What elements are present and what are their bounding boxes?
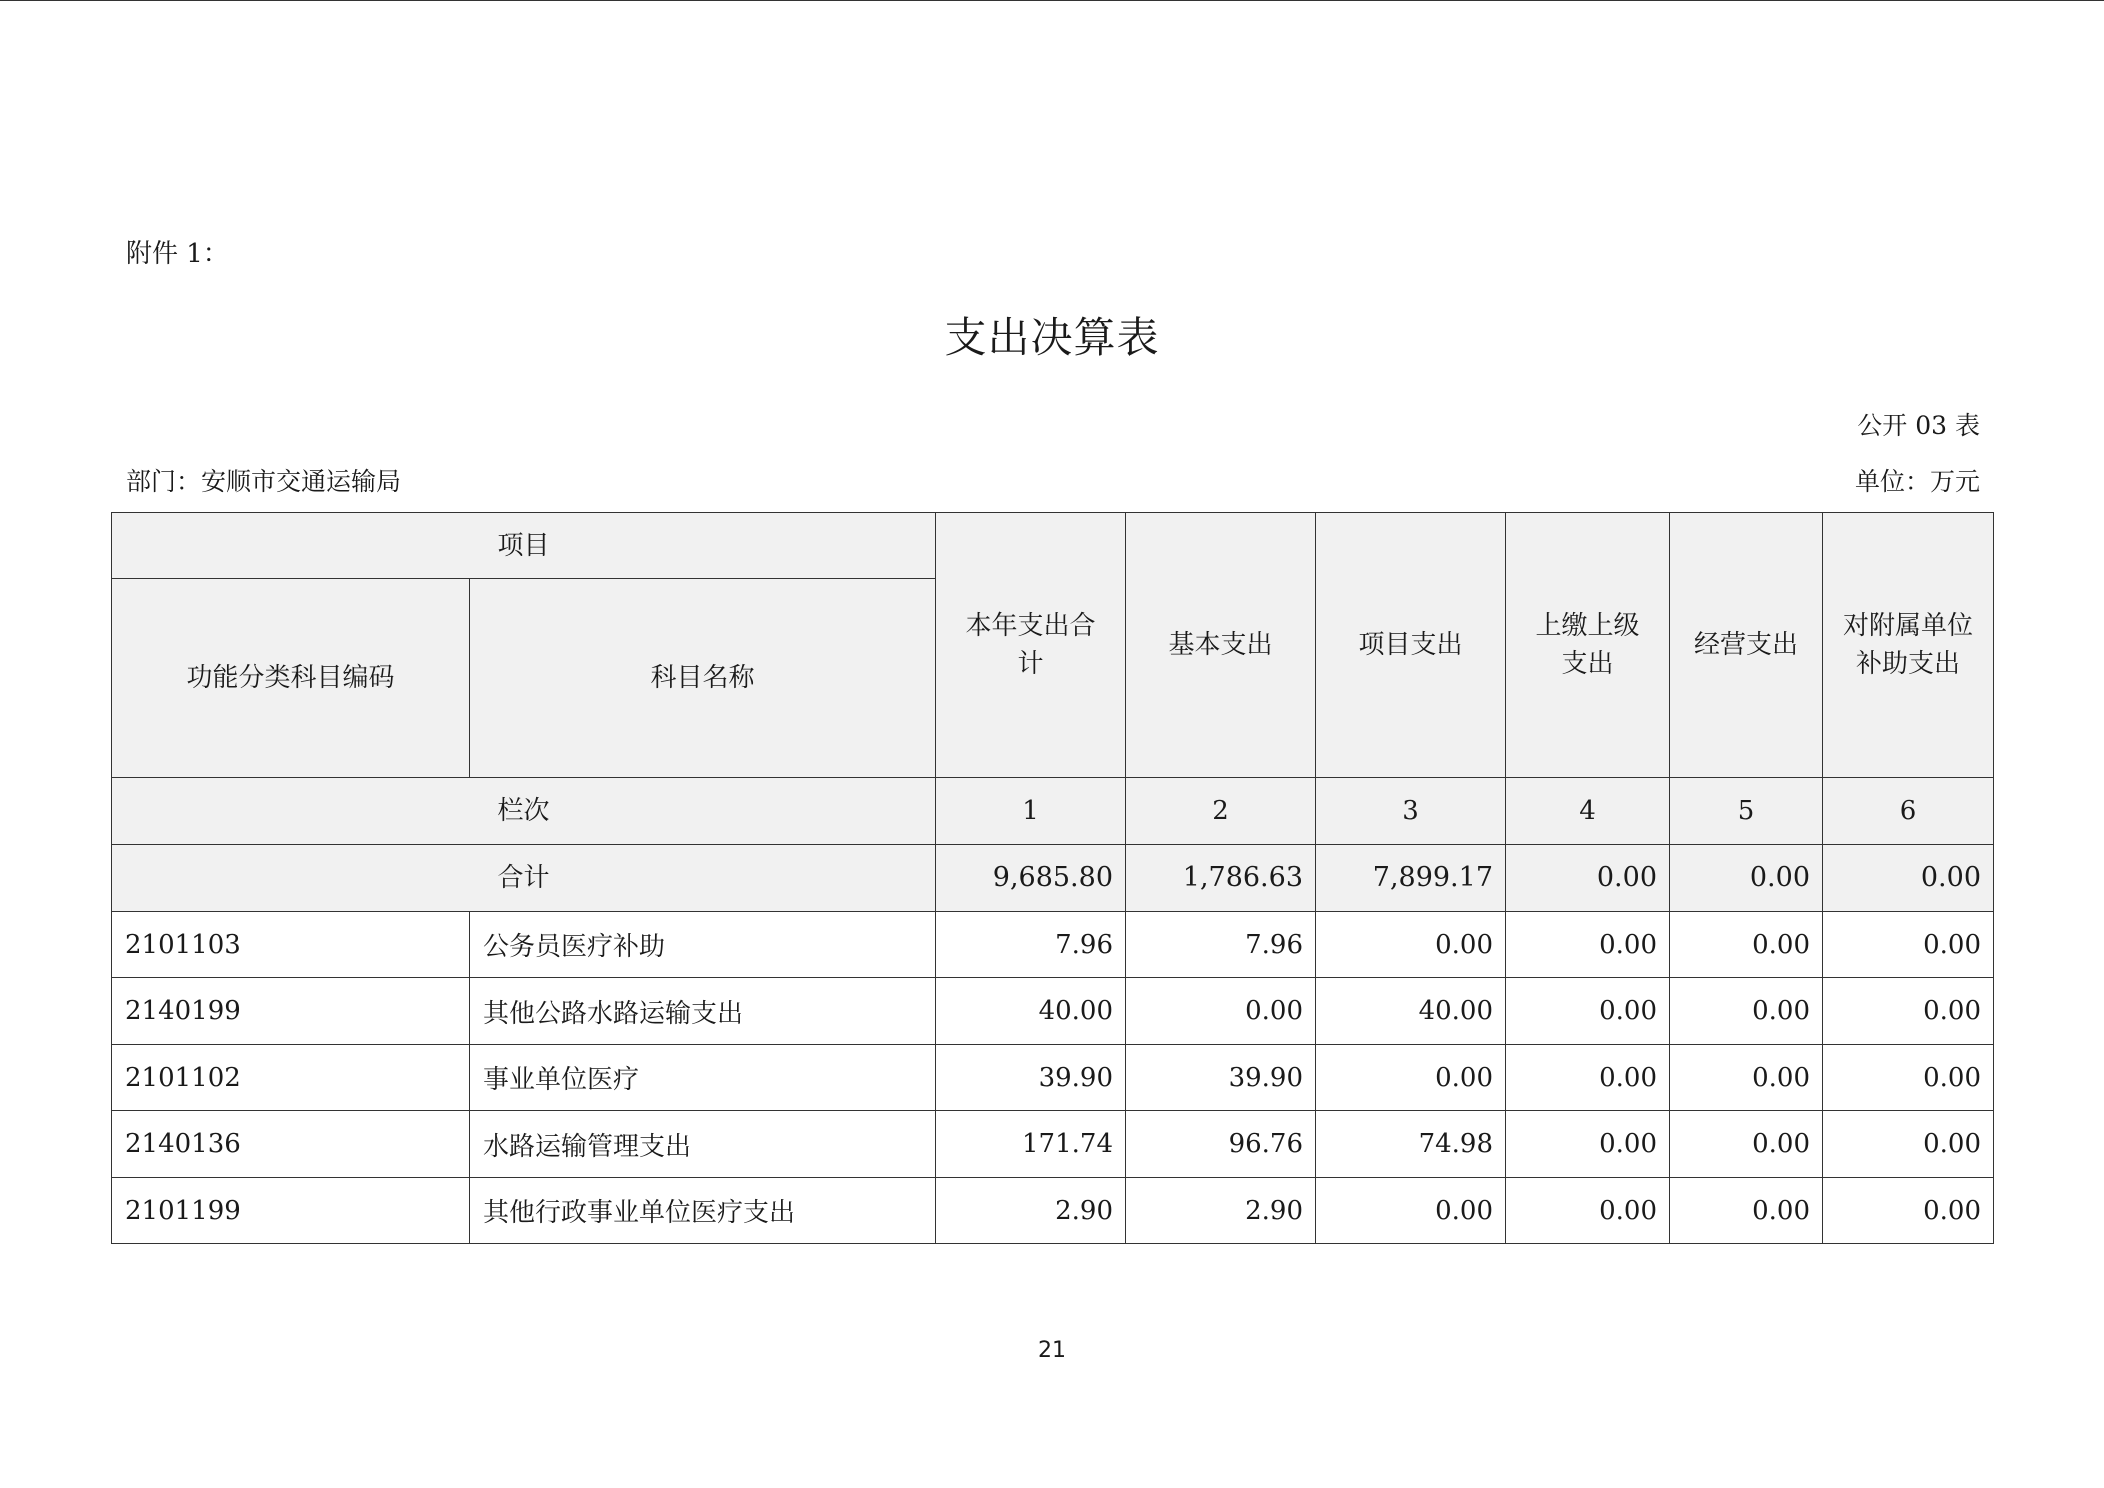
row-value: 96.76 <box>1126 1111 1316 1178</box>
header-name: 科目名称 <box>470 579 936 778</box>
total-row-label: 合计 <box>112 845 936 912</box>
total-value: 1,786.63 <box>1126 845 1316 912</box>
header-code: 功能分类科目编码 <box>112 579 470 778</box>
row-name: 其他行政事业单位医疗支出 <box>470 1178 936 1244</box>
row-code: 2140199 <box>112 978 470 1045</box>
row-value: 0.00 <box>1126 978 1316 1045</box>
row-value: 40.00 <box>1316 978 1506 1045</box>
row-value: 39.90 <box>1126 1045 1316 1111</box>
row-value: 0.00 <box>1670 978 1823 1045</box>
page-title: 支出决算表 <box>944 313 1160 362</box>
row-value: 0.00 <box>1670 1045 1823 1111</box>
table-row <box>112 1111 1994 1178</box>
expenditure-table <box>111 512 1994 1244</box>
index-col-4: 4 <box>1506 778 1670 845</box>
row-value: 74.98 <box>1316 1111 1506 1178</box>
index-col-5: 5 <box>1670 778 1823 845</box>
row-value: 171.74 <box>936 1111 1126 1178</box>
header-project: 项目 <box>112 513 936 579</box>
attachment-label: 附件 1： <box>126 239 229 269</box>
page-number: 21 <box>1038 1338 1066 1363</box>
row-value: 2.90 <box>936 1178 1126 1244</box>
total-value: 0.00 <box>1670 845 1823 912</box>
row-name: 公务员医疗补助 <box>470 912 936 978</box>
row-value: 40.00 <box>936 978 1126 1045</box>
header-col-6 <box>1823 513 1994 778</box>
row-value: 0.00 <box>1316 1045 1506 1111</box>
row-value: 7.96 <box>1126 912 1316 978</box>
table-row <box>112 978 1994 1045</box>
total-value: 0.00 <box>1506 845 1670 912</box>
header-col-1-line-1: 本年支出合 <box>965 611 1096 641</box>
row-value: 0.00 <box>1506 1045 1670 1111</box>
index-col-3: 3 <box>1316 778 1506 845</box>
row-value: 0.00 <box>1506 912 1670 978</box>
row-name: 事业单位医疗 <box>470 1045 936 1111</box>
header-col-4-line-2: 支出 <box>1561 649 1614 679</box>
row-value: 0.00 <box>1506 978 1670 1045</box>
header-col-4 <box>1506 513 1670 778</box>
header-col-5: 经营支出 <box>1670 513 1823 778</box>
row-value: 0.00 <box>1823 1178 1994 1244</box>
index-col-2: 2 <box>1126 778 1316 845</box>
row-code: 2140136 <box>112 1111 470 1178</box>
department-label: 部门：安顺市交通运输局 <box>126 467 402 496</box>
row-value: 0.00 <box>1316 912 1506 978</box>
header-col-4-line-1: 上缴上级 <box>1535 611 1640 641</box>
row-value: 0.00 <box>1506 1178 1670 1244</box>
header-col-1 <box>936 513 1126 778</box>
table-row <box>112 912 1994 978</box>
header-col-2: 基本支出 <box>1126 513 1316 778</box>
row-name: 其他公路水路运输支出 <box>470 978 936 1045</box>
header-col-1-line-2: 计 <box>1017 649 1044 679</box>
index-row-label: 栏次 <box>112 778 936 845</box>
total-value: 9,685.80 <box>936 845 1126 912</box>
row-value: 0.00 <box>1823 978 1994 1045</box>
row-value: 0.00 <box>1823 912 1994 978</box>
header-col-3: 项目支出 <box>1316 513 1506 778</box>
row-value: 0.00 <box>1670 912 1823 978</box>
row-value: 0.00 <box>1316 1178 1506 1244</box>
index-col-1: 1 <box>936 778 1126 845</box>
row-value: 0.00 <box>1823 1045 1994 1111</box>
total-value: 7,899.17 <box>1316 845 1506 912</box>
row-value: 0.00 <box>1506 1111 1670 1178</box>
unit-label: 单位：万元 <box>1854 467 1980 496</box>
table-row <box>112 1178 1994 1244</box>
index-col-6: 6 <box>1823 778 1994 845</box>
table-row <box>112 1045 1994 1111</box>
page-top-border <box>0 0 2104 1</box>
row-value: 39.90 <box>936 1045 1126 1111</box>
header-col-6-line-2: 补助支出 <box>1855 649 1960 679</box>
header-col-6-line-1: 对附属单位 <box>1842 611 1973 641</box>
form-code: 公开 03 表 <box>1857 411 1980 440</box>
row-value: 7.96 <box>936 912 1126 978</box>
row-value: 0.00 <box>1670 1178 1823 1244</box>
row-value: 0.00 <box>1670 1111 1823 1178</box>
row-code: 2101102 <box>112 1045 470 1111</box>
total-value: 0.00 <box>1823 845 1994 912</box>
row-code: 2101199 <box>112 1178 470 1244</box>
row-code: 2101103 <box>112 912 470 978</box>
row-value: 0.00 <box>1823 1111 1994 1178</box>
row-value: 2.90 <box>1126 1178 1316 1244</box>
row-name: 水路运输管理支出 <box>470 1111 936 1178</box>
